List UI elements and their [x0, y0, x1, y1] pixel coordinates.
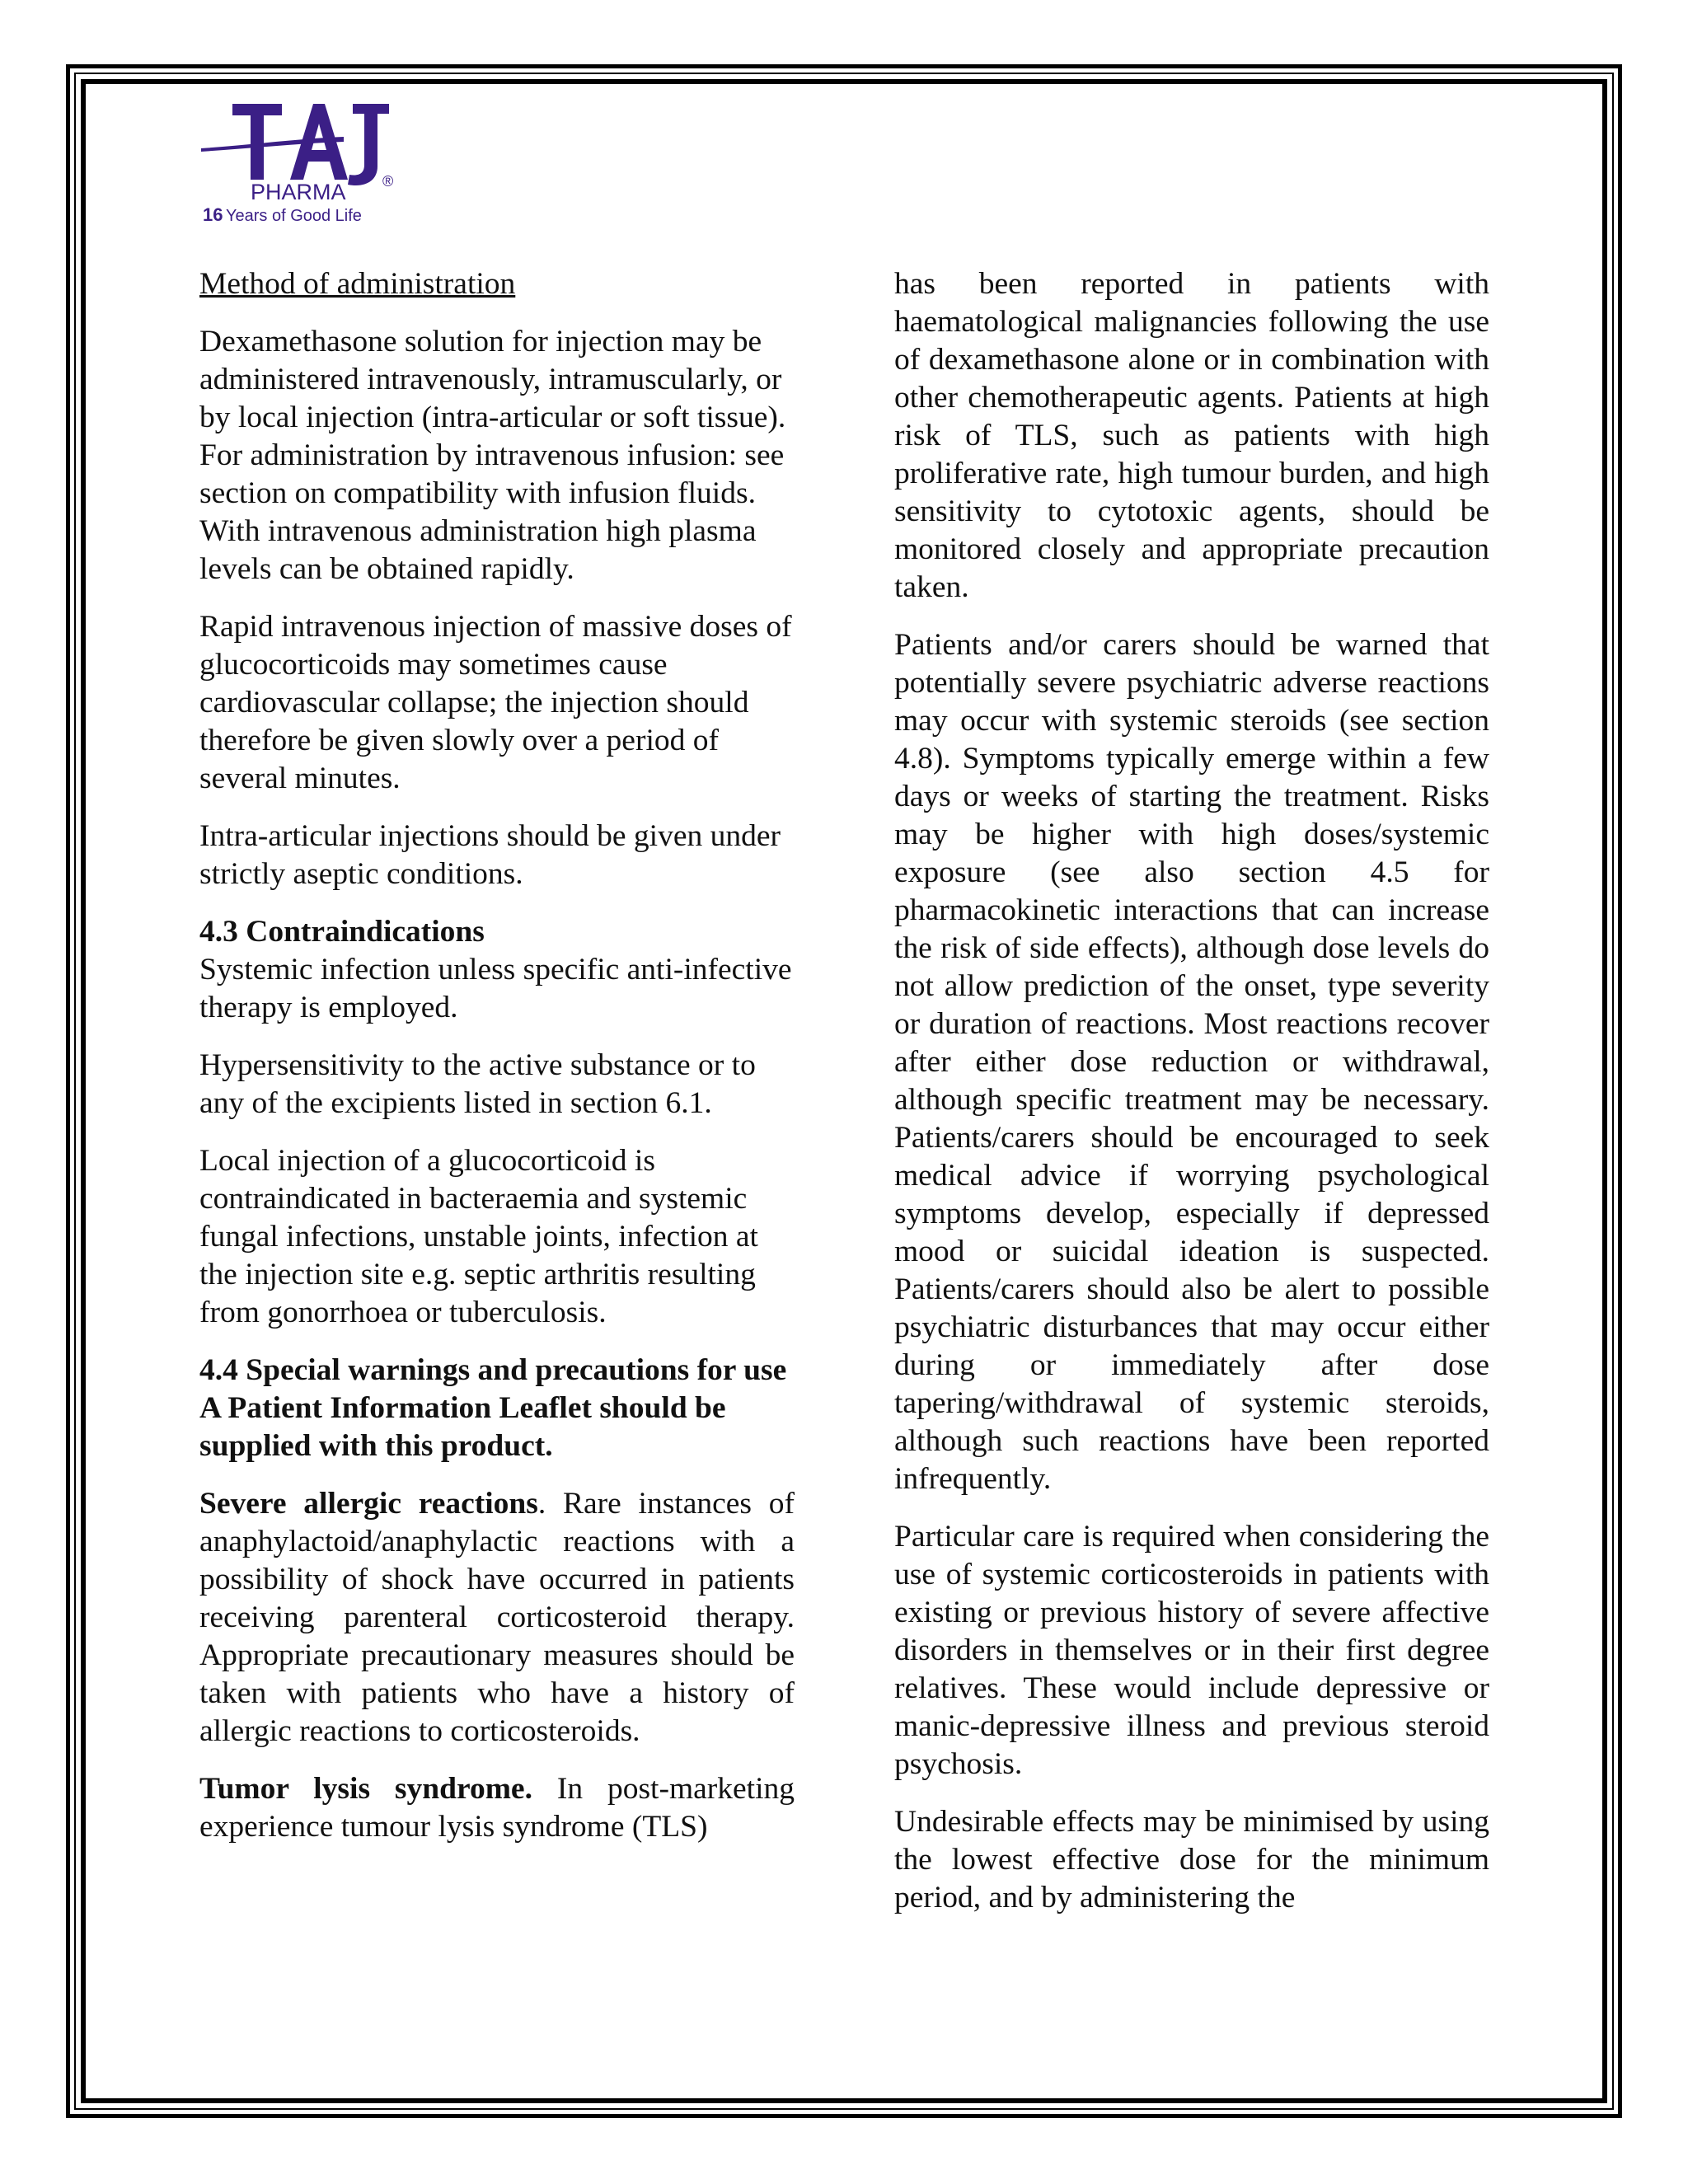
tumor-lysis-label: Tumor lysis syndrome. [199, 1772, 532, 1806]
method-paragraph-2: Rapid intravenous injection of massive doses of glucocorticoids may sometimes cause cardiovascular collapse; the injection should therefore be given slowly over a period of several minutes. [199, 610, 792, 795]
taj-pharma-logo [199, 97, 430, 229]
logo-pharma-text: PHARMA [251, 180, 346, 204]
allergic-reactions-text: . Rare instances of anaphylactoid/anaphylactic reactions with a possibility of shock have occurred in patients receiving parenteral corticosteroid therapy. Appropriate precautionary measures should be taken with patients who have a history of allergic reactions to corticosteroids. [199, 1487, 795, 1748]
psychiatric-reactions-paragraph: Patients and/or carers should be warned that potentially severe psychiatric adverse reactions may occur with systemic steroids (see section 4.8). Symptoms typically emerge within a few days or weeks of starting the treatment. Risks may be higher with high doses/systemic exposure (see also section 4.5 for pharmacokinetic interactions that can increase the risk of side effects), although dose levels do not allow prediction of the onset, type severity or duration of reactions. Most reactions recover after either dose reduction or withdrawal, although specific treatment may be necessary. Patients/carers should be encouraged to seek medical advice if worrying psychological symptoms develop, especially if depressed mood or suicidal ideation is suspected. Patients/carers should also be alert to possible psychiatric disturbances that may occur either during or immediately after dose tapering/withdrawal of systemic steroids, although such reactions have been reported infrequently. [894, 628, 1489, 1496]
leaflet-notice: A Patient Information Leaflet should be supplied with this product. [199, 1391, 726, 1463]
undesirable-effects-paragraph: Undesirable effects may be minimised by using the lowest effective dose for the minimum period, and by administering the [894, 1805, 1489, 1915]
logo-registered-mark: ® [382, 173, 394, 190]
logo-tagline-number: 16 [203, 204, 223, 225]
right-column [894, 265, 1489, 1937]
tumor-lysis-text: In post-marketing experience tumour lysis syndrome (TLS) [199, 1772, 795, 1844]
allergic-reactions-label: Severe allergic reactions [199, 1487, 538, 1521]
method-paragraph-1: Dexamethasone solution for injection may be administered intravenously, intramuscularly, or by local injection (intra-articular or soft tissue). For administration by intravenous infusion: see section on compatibility with infusion fluids. With intravenous administration high plasma levels can be obtained rapidly. [199, 325, 786, 586]
warnings-heading: 4.4 Special warnings and precautions for use [199, 1353, 787, 1387]
contraindications-paragraph-3: Local injection of a glucocorticoid is contraindicated in bacteraemia and systemic fungal infections, unstable joints, infection at the injection site e.g. septic arthritis resulting from gonorrhoea or tuberculosis. [199, 1144, 758, 1329]
contraindications-heading: 4.3 Contraindications [199, 915, 485, 949]
tumor-lysis-paragraph [199, 1770, 795, 1846]
contraindications-paragraph-1: Systemic infection unless specific anti-infective therapy is employed. [199, 953, 792, 1024]
method-paragraph-3: Intra-articular injections should be given under strictly aseptic conditions. [199, 819, 781, 891]
logo-brand-text: TAJ [199, 97, 201, 98]
contraindications-paragraph-2: Hypersensitivity to the active substance or to any of the excipients listed in section 6.1. [199, 1048, 756, 1120]
tls-continuation-paragraph: has been reported in patients with haematological malignancies following the use of dexamethasone alone or in combination with other chemotherapeutic agents. Patients at high risk of TLS, such as patients with high proliferative rate, high tumour burden, and high sensitivity to cytotoxic agents, should be monitored closely and appropriate precaution taken. [894, 267, 1489, 604]
affective-disorders-paragraph: Particular care is required when considering the use of systemic corticosteroids in patients with existing or previous history of severe affective disorders in themselves or in their first degree relatives. These would include depressive or manic-depressive illness and previous steroid psychosis. [894, 1520, 1489, 1781]
method-heading: Method of administration [199, 267, 516, 301]
allergic-reactions-paragraph [199, 1485, 795, 1750]
logo-tagline-text: Years of Good Life [226, 207, 362, 225]
left-column [199, 265, 795, 1866]
